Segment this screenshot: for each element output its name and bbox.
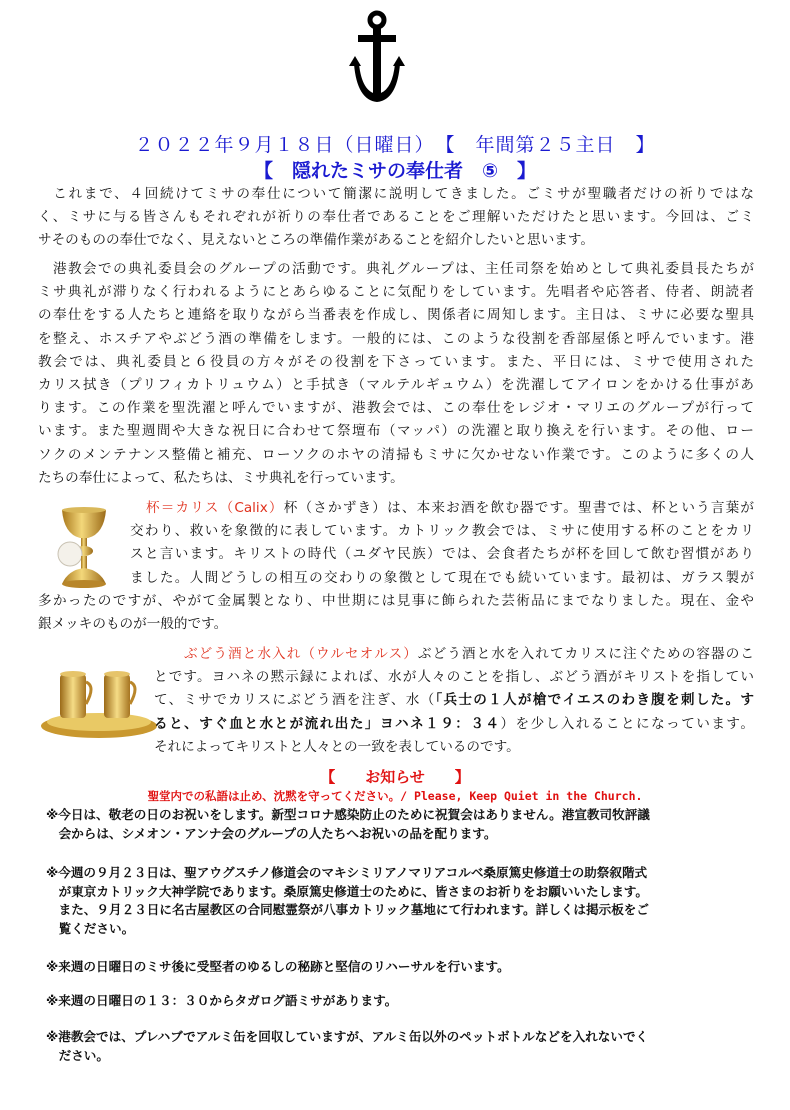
notice-item: ※今週の９月２３日は、聖アウグスチノ修道会のマキシミリアノマリアコルベ桑原篤史修道士の助祭叙階式 が東京カトリック大神学院であります。桑原篤史修道士のために、皆さまのお祈りをお願いいたします。 また、９月２３日に名古屋教区の合同慰霊祭が八事カトリック墓地にて行われます。詳しくは掲示板をご 覧ください。 [46,865,649,936]
group-line: ソクのメンテナンス整備と補充、ローソクのホヤの清掃もミサに欠かせない作業です。このように多くの人 [38,446,754,463]
group-line: 港教会での典礼委員会のグループの活動です。典礼グループは、主任司祭を始めとして典礼委員長たちが [38,261,754,277]
group-line: ります。この作業を聖洗濯と呼んでいますが、港教会では、この奉仕をレジオ・マリエのグループが行って [38,400,754,417]
intro-line: これまで、４回続けてミサの奉仕について簡潔に説明してきました。ごミサが聖職者だけの祈りではな [38,186,754,202]
group-line: ミサ典礼が滞りなく行われるようにとあらゆることに気配りをしています。先唱者や応答者、侍者、朗読者 [38,284,754,301]
page-title: ２０２２年９月１８日（日曜日） 【 年間第２５主日 】 [134,134,656,156]
cruets-line: ぶどう酒と水入れ（ウルセオルス）ぶどう酒と水を入れてカリスに注ぐための容器のこ [184,646,754,662]
cruets-label: ぶどう酒と水入れ（ウルセオルス） [184,646,418,662]
notice-subtitle: 聖堂内での私語は止め、沈黙を守ってください。/ Please, Keep Quiet in the Church. [147,789,643,803]
calix-line: 杯＝カリス（Calix）杯（さかずき）は、本来お酒を飲む器です。聖書では、杯という言葉が [146,500,754,516]
group-line: の奉仕をする人たちと連絡を取りながら当番表を作成し、関係者に周知します。主日は、ミサに必要な聖具 [38,307,754,324]
page-subtitle: 【 隠れたミサの奉仕者 ⑤ 】 [253,160,537,182]
intro-line: く、ミサに与る皆さんもそれぞれが祈りの奉仕者であることをご理解いただけたと思います。今回は、ごミ [38,209,754,226]
group-line: を整え、ホスチアやぶどう酒の準備をします。一般的には、このような役割を香部屋係と呼んでいます。港 [38,330,754,347]
cruets-line: ると、すぐ血と水とが流れ出た」ヨハネ１９：３４）を少し入れることになっています。 [154,715,754,732]
cruets-line: て、ミサでカリスにぶどう酒を注ぎ、水（「兵士の１人が槍でイエスのわき腹を刺した。す [154,692,754,709]
notice-title: 【 お知らせ 】 [320,768,470,786]
calix-line: スと言います。キリストの時代（ユダヤ民族）では、会食者たちが杯を回して飲む習慣があり [130,546,754,563]
group-paragraph [38,258,754,490]
group-line: たちの奉仕によって、私たちは、ミサ典礼を行っています。 [38,469,404,486]
group-line: 教会では、典礼委員と６役員の方々がその役割を下さっています。また、平日には、ミサで使用された [38,353,754,370]
notice-item: ※来週の日曜日の１３：３０からタガログ語ミサがあります。 [46,993,398,1008]
notice-item: ※港教会では、プレハブでアルミ缶を回収していますが、アルミ缶以外のペットボトルなどを入れないでく ださい。 [46,1029,649,1063]
cruets-line: それによってキリストと人々との一致を表しているのです。 [154,738,520,755]
calix-line: 交わり、救いを象徴的に表しています。カトリック教会では、ミサに使用する杯のことをカリ [130,523,754,540]
calix-line: 銀メッキのものが一般的です。 [38,616,228,633]
anchor-icon [345,8,409,108]
cruets-line: とです。ヨハネの黙示録によれば、水が人々のことを指し、ぶどう酒がキリストを指してい [154,669,754,686]
calix-line: ました。人間どうしの相互の交わりの象徴として現在でも続いています。最初は、ガラス製が [130,569,754,586]
calix-line: 多かったのですが、やがて金属製となり、中世期には見事に飾られた芸術品にまでなりました。現在、金や [38,592,754,609]
intro-paragraph [38,183,754,253]
intro-line: サそのものの奉仕でなく、見えないところの準備作業があることを紹介したいと思います。 [38,232,594,249]
group-line: います。また聖週間や大きな祝日に合わせて祭壇布（マッパ）の洗濯と取り換えを行います。その他、ロー [38,423,754,440]
notice-item: ※今日は、敬老の日のお祝いをします。新型コロナ感染防止のために祝賀会はありません。港宣教司牧評議 会からは、シメオン・アンナ会のグループの人たちへお祝いの品を配ります。 [46,807,650,841]
cruets-paragraph [38,643,754,759]
group-line: カリス拭き（プリフィカトリュウム）と手拭き（マルテルギュウム）を洗濯してアイロンをかける仕事があ [38,377,754,394]
calix-paragraph [38,497,754,636]
notice-item: ※来週の日曜日のミサ後に受堅者のゆるしの秘跡と堅信のリハーサルを行います。 [46,959,510,974]
calix-label: 杯＝カリス（Calix） [146,500,284,516]
